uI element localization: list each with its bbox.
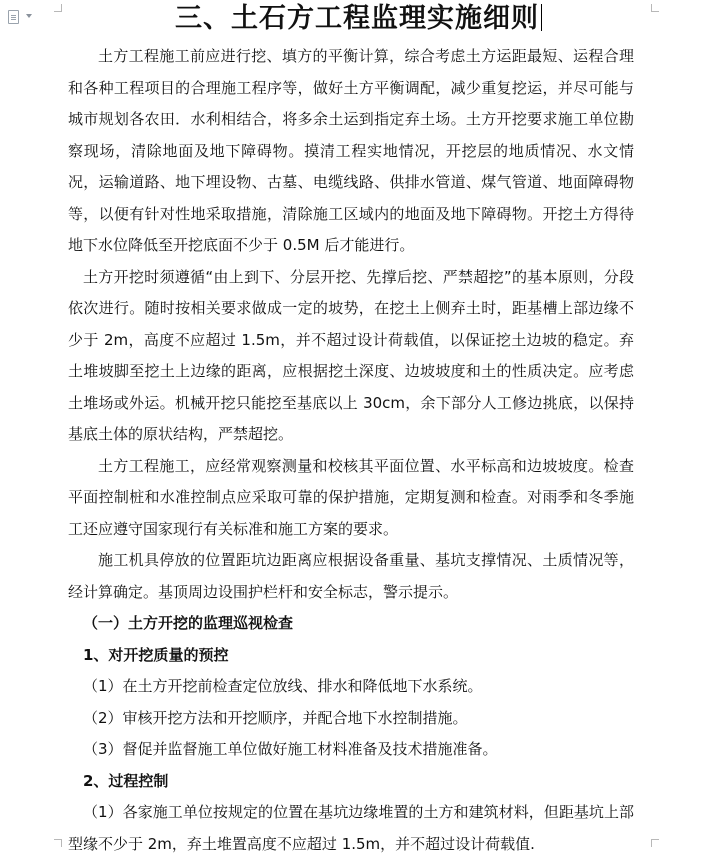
list-item[interactable]: （2）审核开挖方法和开挖顺序，并配合地下水控制措施。 [83,708,468,727]
page-corner-mark [54,839,62,847]
paragraph[interactable]: 土方工程施工前应进行挖、填方的平衡计算，综合考虑土方运距最短、运程合理和各种工程项目的合理施工程序等，做好土方平衡调配，减少重复挖运，并尽可能与城市规划各农田．水利相结合，将多余土运到指定弃土场。土方开挖要求施工单位勘察现场，清除地面及地下障碍物。摸清工程实地情况，开挖层的地质情况、水文情况，运输道路、地下埋设物、古墓、电缆线路、供排水管道、煤气管道、地面障碍物等，以便有针对性地采取措施，清除施工区域内的地面及地下障碍物。开挖土方得待地下水位降低至开挖底面不少于 0.5M 后才能进行。 [68,47,634,254]
list-item[interactable]: （1）各家施工单位按规定的位置在基坑边缘堆置的土方和建筑材料，但距基坑上部型缘不少于 2m，弃土堆置高度不应超过 1.5m，并不超过设计荷载值. [68,803,634,853]
subsection-heading[interactable]: 1、对开挖质量的预控 [83,645,229,664]
subsection-heading[interactable]: 2、过程控制 [83,771,169,790]
list-item[interactable]: （1）在土方开挖前检查定位放线、排水和降低地下水系统。 [83,677,483,695]
paragraph[interactable]: 土方开挖时须遵循“由上到下、分层开挖、先撑后挖、严禁超挖”的基本原则，分段依次进行。随时按相关要求做成一定的坡势，在挖土上侧弃土时，距基槽上部边缘不少于 2m，高度不应超过 1.5m，并不超过设计荷载值，以保证挖土边坡的稳定。弃土堆坡脚至挖土上边缘的距离，应根据挖土深度、边坡坡度和土的性质决定。应考虑土堆场或外运。机械开挖只能挖至基底以上 30cm，余下部分人工修边挑底，以保持基底土体的原状结构，严禁超挖。 [68,267,634,443]
paragraph[interactable]: 施工机具停放的位置距坑边距离应根据设备重量、基坑支撑情况、土质情况等，经计算确定。基顶周边设围护栏杆和安全标志，警示提示。 [68,551,634,601]
list-item[interactable]: （3）督促并监督施工单位做好施工材料准备及技术措施准备。 [83,740,498,758]
document-title[interactable]: 三、土石方工程监理实施细则 [175,3,539,34]
text-cursor [541,4,542,31]
document-body[interactable] [68,41,634,860]
page-corner-mark [651,839,659,847]
paragraph[interactable]: 土方工程施工，应经常观察测量和校核其平面位置、水平标高和边坡坡度。检查平面控制桩和水准控制点应采取可靠的保护措施，定期复测和检查。对雨季和冬季施工还应遵守国家现行有关标准和施工方案的要求。 [68,456,634,538]
document-title-line[interactable] [0,2,717,36]
section-heading[interactable]: （一）土方开挖的监理巡视检查 [83,614,294,632]
